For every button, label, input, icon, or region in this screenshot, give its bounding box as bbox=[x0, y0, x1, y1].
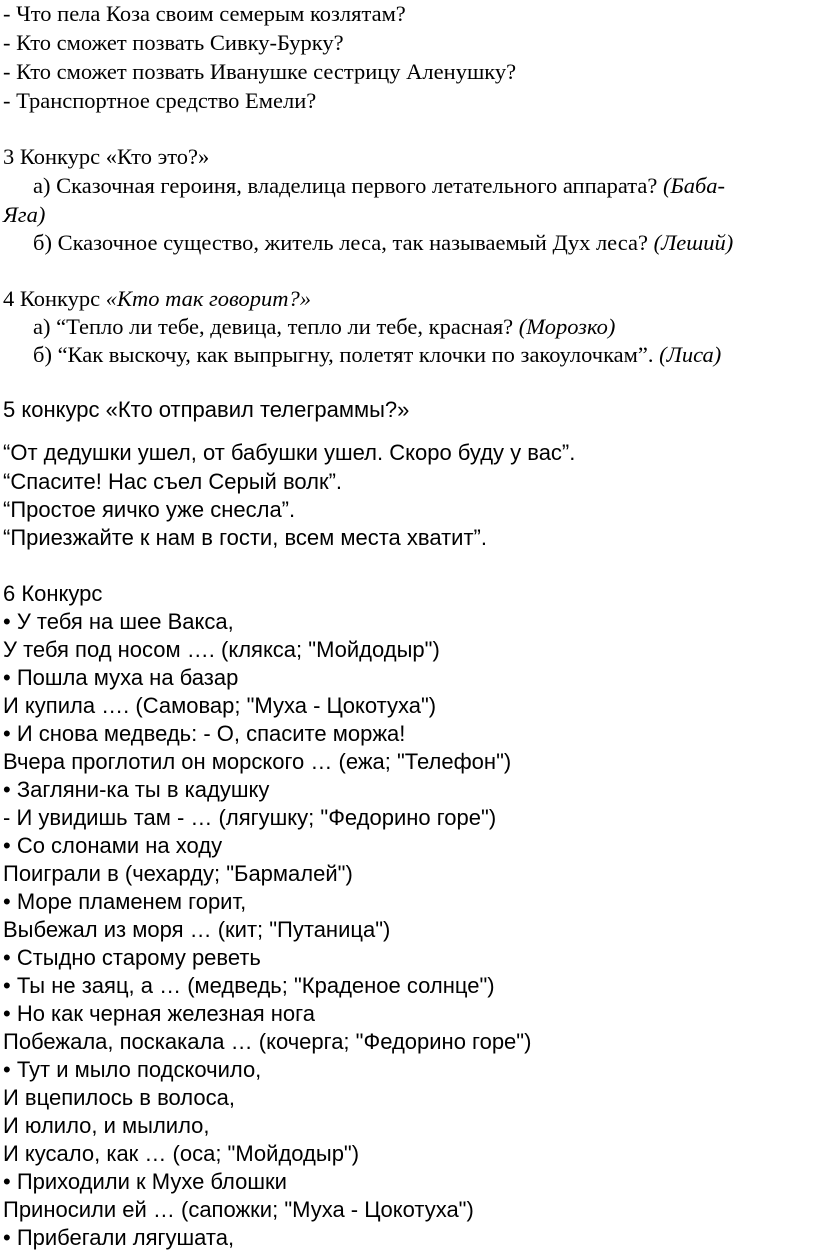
contest4-b-answer: (Лиса) bbox=[659, 342, 722, 367]
contest6-title: 6 Конкурс bbox=[3, 581, 103, 606]
contest4-title-italic: «Кто так говорит?» bbox=[105, 286, 312, 311]
riddle-line: Приносили ей … (сапожки; "Муха - Цокотуха") bbox=[3, 1197, 474, 1222]
telegram-line: “Простое яичко уже снесла”. bbox=[3, 497, 296, 522]
contest4-question-b bbox=[33, 341, 721, 369]
contest3-title: 3 Конкурс «Кто это?» bbox=[3, 144, 210, 169]
question-line: - Транспортное средство Емели? bbox=[3, 88, 317, 113]
contest3-a-answer: (Баба- bbox=[662, 173, 726, 198]
question-line: - Кто сможет позвать Сивку-Бурку? bbox=[3, 30, 344, 55]
riddle-line: • Со слонами на ходу bbox=[3, 833, 223, 858]
riddle-line: Побежала, поскакала … (кочерга; "Федорино горе") bbox=[3, 1029, 532, 1054]
riddle-line: • Море пламенем горит, bbox=[3, 889, 247, 914]
contest3-question-a bbox=[33, 172, 725, 200]
riddle-line: И вцепилось в волоса, bbox=[3, 1085, 235, 1110]
contest3-a-text: а) Сказочная героиня, владелица первого летательного аппарата? bbox=[33, 173, 663, 198]
riddle-line: • Загляни-ка ты в кадушку bbox=[3, 777, 270, 802]
riddle-line: • Тут и мыло подскочило, bbox=[3, 1057, 262, 1082]
riddle-line: • Но как черная железная нога bbox=[3, 1001, 315, 1026]
riddle-line: Вчера проглотил он морского … (ежа; "Телефон") bbox=[3, 749, 512, 774]
contest4-title-prefix: 4 Конкурс bbox=[3, 286, 106, 311]
riddle-line: И купила …. (Самовар; "Муха - Цокотуха") bbox=[3, 693, 437, 718]
riddle-line: • У тебя на шее Вакса, bbox=[3, 609, 234, 634]
riddle-line: • Прибегали лягушата, bbox=[3, 1225, 235, 1250]
riddle-line: Поиграли в (чехарду; "Бармалей") bbox=[3, 861, 353, 886]
contest4-a-text: а) “Тепло ли тебе, девица, тепло ли тебе, красная? bbox=[33, 314, 519, 339]
riddle-line: • И снова медведь: - О, спасите моржа! bbox=[3, 721, 406, 746]
riddle-line: У тебя под носом …. (клякса; "Мойдодыр") bbox=[3, 637, 440, 662]
contest4-title bbox=[3, 285, 311, 313]
contest3-b-text: б) Сказочное существо, житель леса, так называемый Дух леса? bbox=[33, 230, 654, 255]
contest3-b-answer: (Леший) bbox=[653, 230, 734, 255]
contest4-b-text: б) “Как выскочу, как выпрыгну, полетят клочки по закоулочкам”. bbox=[33, 342, 660, 367]
telegram-line: “От дедушки ушел, от бабушки ушел. Скоро буду у вас”. bbox=[3, 440, 576, 465]
riddle-line: • Стыдно старому реветь bbox=[3, 945, 261, 970]
question-line: - Кто сможет позвать Иванушке сестрицу Аленушку? bbox=[3, 59, 517, 84]
riddle-line: Выбежал из моря … (кит; "Путаница") bbox=[3, 917, 391, 942]
contest3-question-b bbox=[33, 229, 733, 257]
riddle-line: - И увидишь там - … (лягушку; "Федорино горе") bbox=[3, 805, 497, 830]
telegram-line: “Приезжайте к нам в гости, всем места хватит”. bbox=[3, 525, 487, 550]
contest5-title: 5 конкурс «Кто отправил телеграммы?» bbox=[3, 397, 410, 422]
riddle-line: И кусало, как … (оса; "Мойдодыр") bbox=[3, 1141, 360, 1166]
riddle-line: • Пошла муха на базар bbox=[3, 665, 239, 690]
contest4-question-a bbox=[33, 313, 615, 341]
contest4-a-answer: (Морозко) bbox=[518, 314, 616, 339]
contest3-a-answer-part2: Яга) bbox=[3, 202, 46, 227]
telegram-line: “Спасите! Нас съел Серый волк”. bbox=[3, 469, 343, 494]
riddle-line: • Приходили к Мухе блошки bbox=[3, 1169, 287, 1194]
riddle-line: И юлило, и мылило, bbox=[3, 1113, 210, 1138]
question-line: - Что пела Коза своим семерым козлятам? bbox=[3, 1, 406, 26]
riddle-line: • Ты не заяц, а … (медведь; "Краденое солнце") bbox=[3, 973, 495, 998]
contest3-a-answer-cont bbox=[3, 201, 45, 229]
